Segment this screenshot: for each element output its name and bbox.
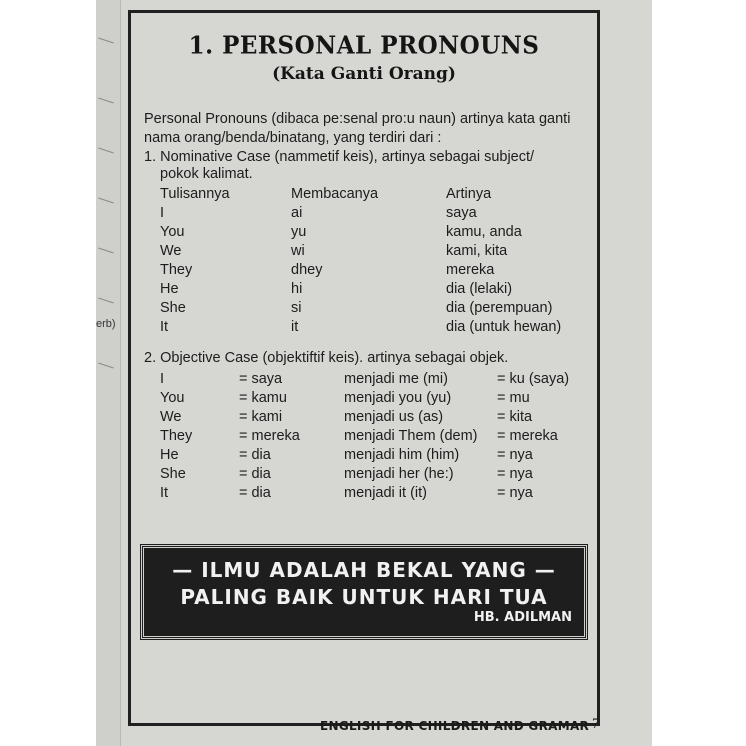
pronoun-cell: They [160,428,193,444]
quote-line: — ILMU ADALAH BEKAL YANG — [172,558,556,582]
quote-line: PALING BAIK UNTUK HARI TUA [180,585,548,609]
meaning-cell: dia (perempuan) [446,300,553,316]
section-heading-nominative: 1. Nominative Case (nammetif keis), artinya sebagai subject/ [144,149,535,165]
intro-line: nama orang/benda/binatang, yang terdiri dari : [144,130,442,146]
object-form-cell: menjadi her (he:) [344,466,454,482]
column-header: Tulisannya [160,186,230,202]
object-form-cell: menjadi Them (dem) [344,428,478,444]
pronoun-cell: She [160,466,186,482]
book-footer: ENGLISH FOR CHILDREN AND GRAMAR [320,719,590,733]
suffix-cell: = mereka [497,428,558,444]
pronoun-cell: We [160,243,182,259]
meaning-cell: dia (untuk hewan) [446,319,562,335]
object-form-cell: menjadi him (him) [344,447,460,463]
quote-banner [141,545,587,639]
pronunciation-cell: ai [291,205,303,221]
meaning-cell: = dia [239,466,271,482]
pronunciation-cell: it [291,319,299,335]
previous-page-edge [96,0,121,746]
meaning-cell: = kami [239,409,283,425]
page-number: 7 [592,716,600,732]
object-form-cell: menjadi us (as) [344,409,444,425]
edge-text: erb) [96,318,116,330]
meaning-cell: = mereka [239,428,300,444]
suffix-cell: = kita [497,409,533,425]
meaning-cell: = kamu [239,390,287,406]
pronoun-cell: It [160,319,169,335]
pronoun-cell: You [160,224,185,240]
section-heading-objective: 2. Objective Case (objektiftif keis). artinya sebagai objek. [144,350,509,366]
pronoun-cell: He [160,447,179,463]
page-subtitle: (Kata Ganti Orang) [272,64,456,84]
page-title: 1. PERSONAL PRONOUNS [188,31,540,60]
suffix-cell: = nya [497,466,533,482]
meaning-cell: saya [446,205,477,221]
pronunciation-cell: dhey [291,262,323,278]
pronoun-cell: You [160,390,185,406]
column-header: Membacanya [291,186,379,202]
section-heading-continuation: pokok kalimat. [160,166,253,182]
object-form-cell: menjadi me (mi) [344,371,448,387]
intro-line: Personal Pronouns (dibaca pe:senal pro:u naun) artinya kata ganti [144,111,571,127]
object-form-cell: menjadi you (yu) [344,390,452,406]
pronoun-cell: She [160,300,186,316]
meaning-cell: dia (lelaki) [446,281,513,297]
meaning-cell: = dia [239,485,271,501]
meaning-cell: = dia [239,447,271,463]
pronoun-cell: I [160,205,165,221]
pronoun-cell: It [160,485,169,501]
pronunciation-cell: yu [291,224,307,240]
meaning-cell: kami, kita [446,243,508,259]
pronoun-cell: I [160,371,165,387]
column-header: Artinya [446,186,492,202]
meaning-cell: mereka [446,262,495,278]
pronoun-cell: They [160,262,193,278]
pronunciation-cell: si [291,300,302,316]
meaning-cell: = saya [239,371,283,387]
quote-author: HB. ADILMAN [473,610,572,625]
suffix-cell: = nya [497,485,533,501]
object-form-cell: menjadi it (it) [344,485,427,501]
suffix-cell: = ku (saya) [497,371,570,387]
suffix-cell: = mu [497,390,530,406]
suffix-cell: = nya [497,447,533,463]
pronoun-cell: We [160,409,182,425]
pronoun-cell: He [160,281,179,297]
pronunciation-cell: wi [291,243,305,259]
pronunciation-cell: hi [291,281,303,297]
meaning-cell: kamu, anda [446,224,522,240]
